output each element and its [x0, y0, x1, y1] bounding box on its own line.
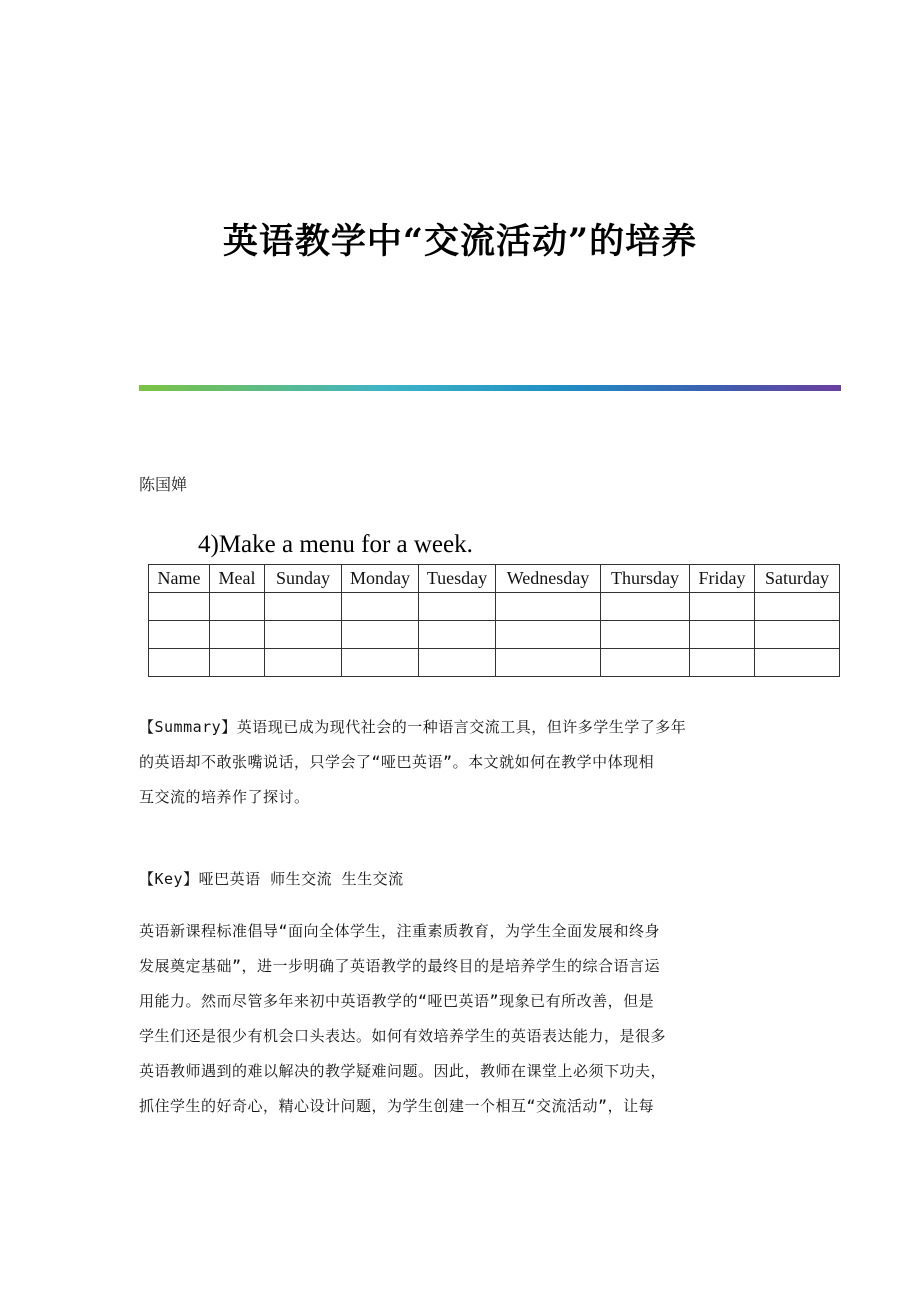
table-cell [755, 621, 840, 649]
table-cell [419, 621, 496, 649]
figure-caption: 4)Make a menu for a week. [198, 531, 473, 558]
menu-table [148, 564, 840, 677]
table-row [149, 593, 840, 621]
header-thursday: Thursday [601, 565, 690, 593]
table-cell [601, 649, 690, 677]
table-cell [755, 593, 840, 621]
table-cell [419, 593, 496, 621]
table-cell [690, 621, 755, 649]
header-sunday: Sunday [265, 565, 342, 593]
body-paragraph [139, 914, 789, 1124]
table-cell [342, 621, 419, 649]
table-cell [690, 649, 755, 677]
menu-figure [148, 526, 842, 677]
table-row [149, 649, 840, 677]
body-line: 英语新课程标准倡导“面向全体学生，注重素质教育，为学生全面发展和终身 [139, 922, 661, 940]
table-cell [265, 621, 342, 649]
body-line: 抓住学生的好奇心，精心设计问题，为学生创建一个相互“交流活动”，让每 [139, 1097, 655, 1115]
table-cell [210, 649, 265, 677]
table-cell [265, 649, 342, 677]
table-cell [601, 621, 690, 649]
table-header-row [149, 565, 840, 593]
header-wednesday: Wednesday [496, 565, 601, 593]
table-cell [342, 593, 419, 621]
table-cell [210, 621, 265, 649]
table-cell [496, 593, 601, 621]
document-title: 英语教学中“交流活动”的培养 [222, 221, 698, 262]
title-divider [139, 385, 841, 391]
summary-line: 互交流的培养作了探讨。 [139, 788, 310, 806]
summary-line: 的英语却不敢张嘴说话，只学会了“哑巴英语”。本文就如何在教学中体现相 [139, 753, 655, 771]
header-name: Name [149, 565, 210, 593]
table-cell [149, 593, 210, 621]
table-cell [265, 593, 342, 621]
body-line: 学生们还是很少有机会口头表达。如何有效培养学生的英语表达能力，是很多 [139, 1027, 667, 1045]
table-cell [690, 593, 755, 621]
body-line: 英语教师遇到的难以解决的教学疑难问题。因此，教师在课堂上必须下功夫， [139, 1062, 667, 1080]
summary-line: 【Summary】英语现已成为现代社会的一种语言交流工具，但许多学生学了多年 [139, 718, 687, 736]
table-cell [755, 649, 840, 677]
author-name: 陈国婵 [139, 475, 188, 494]
table-cell [496, 649, 601, 677]
header-friday: Friday [690, 565, 755, 593]
body-line: 发展奠定基础”，进一步明确了英语教学的最终目的是培养学生的综合语言运 [139, 957, 661, 975]
table-cell [601, 593, 690, 621]
keywords-paragraph [139, 862, 789, 897]
table-cell [342, 649, 419, 677]
table-row [149, 621, 840, 649]
table-cell [210, 593, 265, 621]
header-saturday: Saturday [755, 565, 840, 593]
summary-paragraph [139, 710, 789, 815]
table-cell [419, 649, 496, 677]
header-meal: Meal [210, 565, 265, 593]
keywords-line: 【Key】哑巴英语 师生交流 生生交流 [139, 870, 404, 888]
table-cell [149, 649, 210, 677]
header-monday: Monday [342, 565, 419, 593]
table-cell [496, 621, 601, 649]
header-tuesday: Tuesday [419, 565, 496, 593]
body-line: 用能力。然而尽管多年来初中英语教学的“哑巴英语”现象已有所改善，但是 [139, 992, 655, 1010]
table-cell [149, 621, 210, 649]
